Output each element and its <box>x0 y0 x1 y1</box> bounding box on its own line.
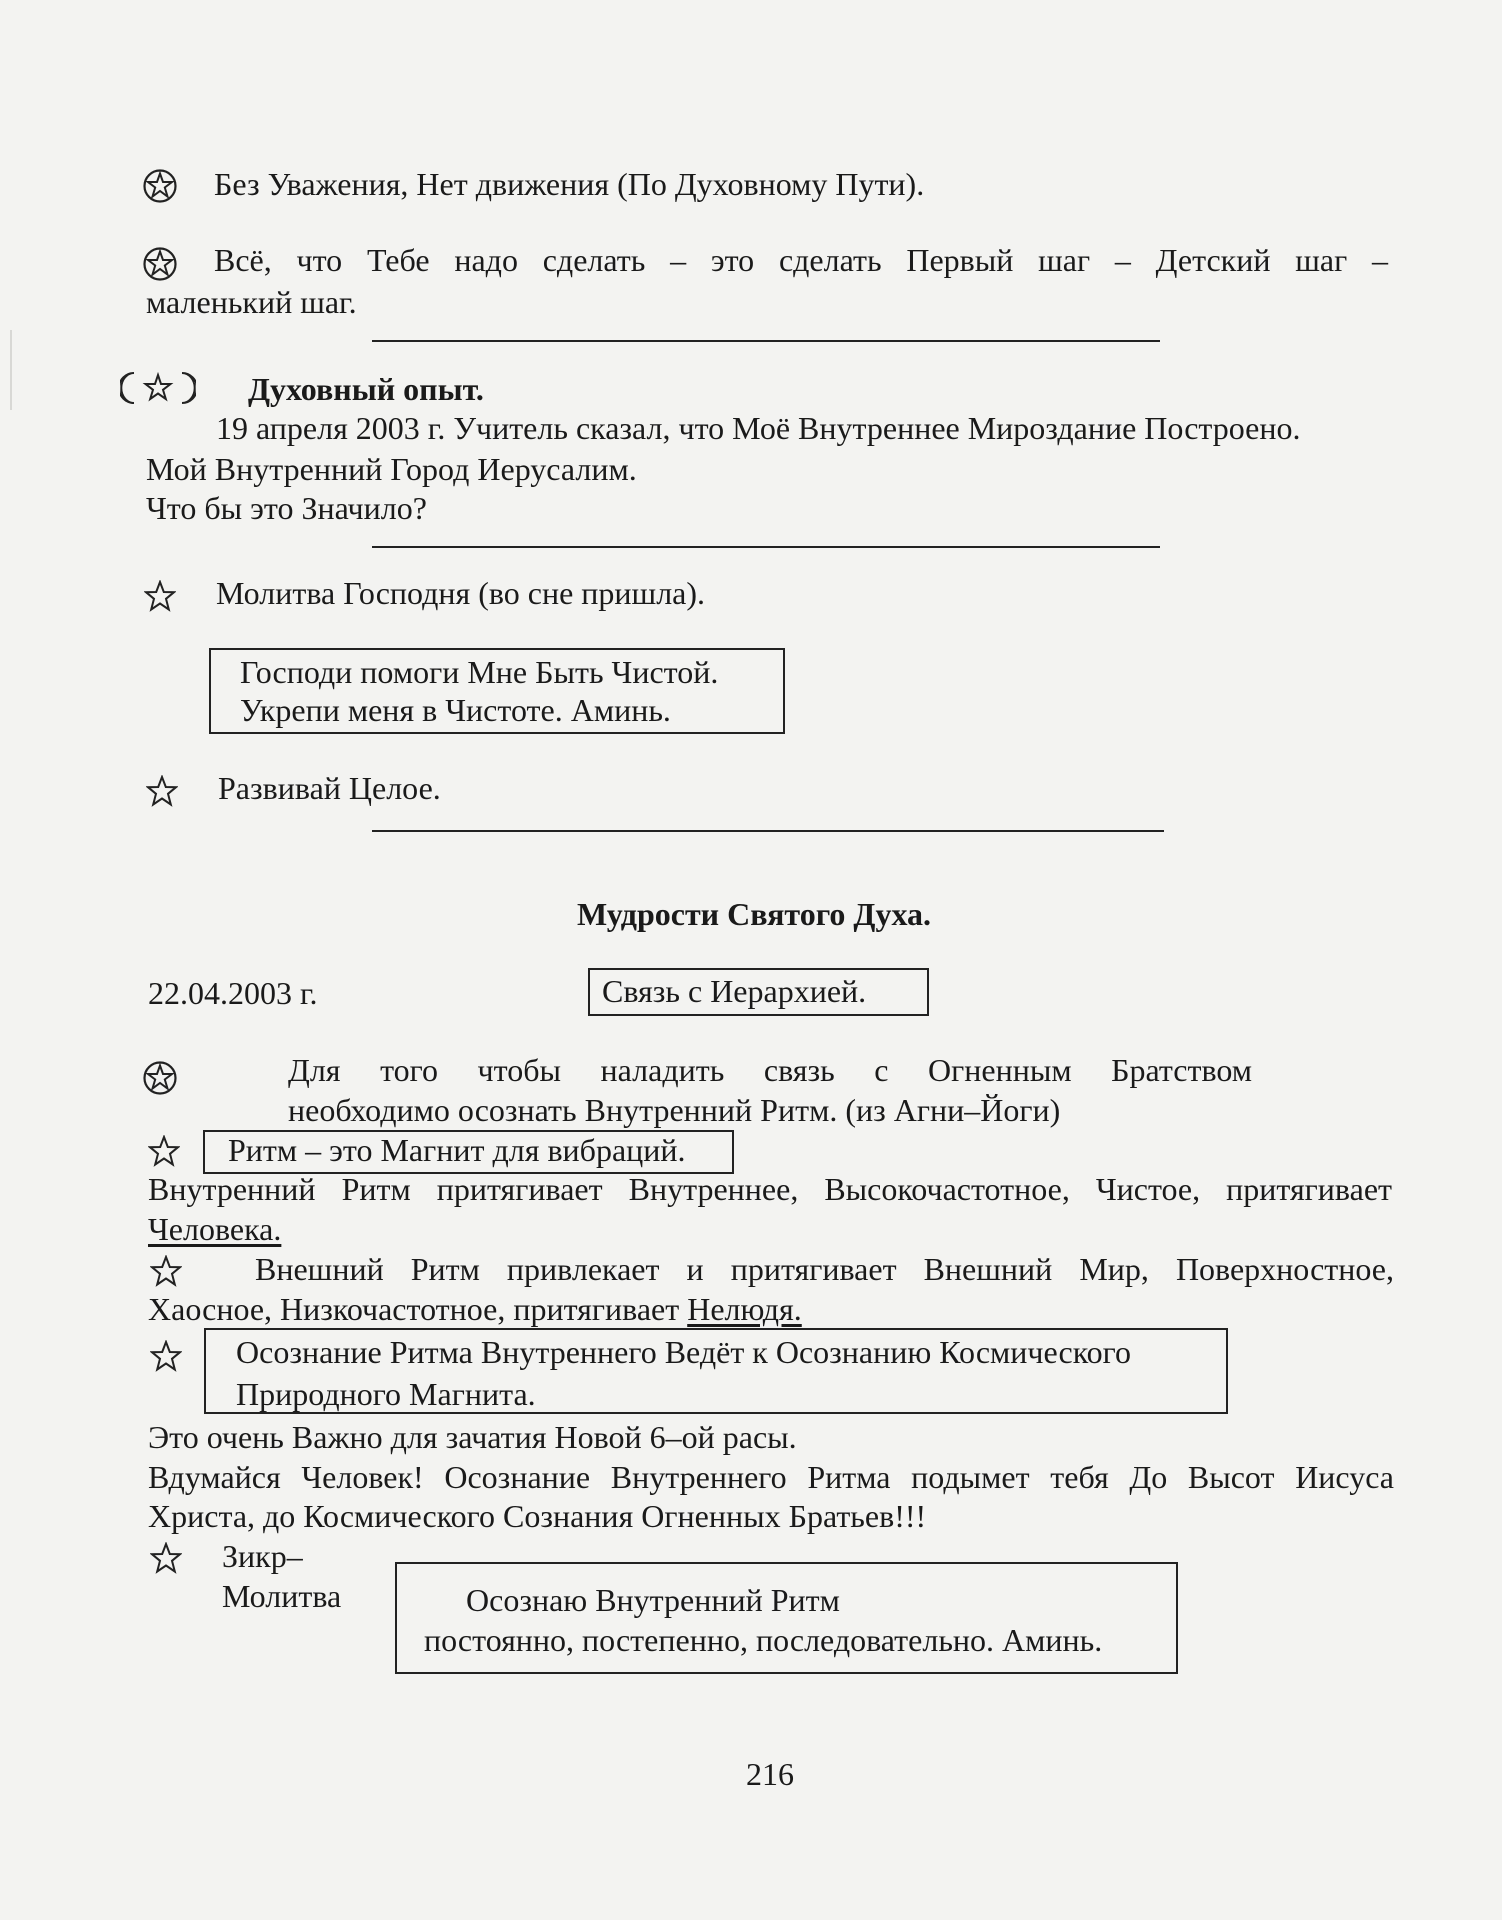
spiritual-experience-line3: Что бы это Значило? <box>146 490 427 526</box>
entry-respect: Без Уважения, Нет движения (По Духовному Пути). <box>214 166 925 202</box>
prayer-box-line2: Укрепи меня в Чистоте. Аминь. <box>240 692 671 728</box>
wisdom-date: 22.04.2003 г. <box>148 975 318 1011</box>
think-line1: Вдумайся Человек! Осознание Внутреннего Ритма подымет тебя До Высот Иисуса <box>148 1459 1394 1495</box>
outer-rhythm-line2 <box>148 1289 802 1329</box>
awareness-box-line2: Природного Магнита. <box>236 1376 536 1412</box>
circled-star-icon <box>142 168 178 204</box>
crescent-star-icon <box>120 370 196 406</box>
page-number: 216 <box>746 1756 794 1792</box>
star-outline-icon <box>150 1542 182 1574</box>
wisdom-topic: Связь с Иерархией. <box>602 973 867 1009</box>
wisdom-para1-line2: необходимо осознать Внутренний Ритм. (из Агни–Йоги) <box>288 1092 1061 1128</box>
awareness-box-line1: Осознание Ритма Внутреннего Ведёт к Осознанию Космического <box>236 1334 1131 1370</box>
important-line: Это очень Важно для зачатия Новой 6–ой расы. <box>148 1419 797 1455</box>
section-divider <box>372 340 1160 342</box>
spiritual-experience-heading: Духовный опыт. <box>248 371 484 407</box>
star-outline-icon <box>144 580 176 612</box>
think-line2: Христа, до Космического Сознания Огненных Братьев!!! <box>148 1498 927 1534</box>
outer-rhythm-line2-text: Хаосное, Низкочастотное, притягивает <box>148 1291 688 1327</box>
spiritual-experience-line2: Мой Внутренний Город Иерусалим. <box>146 451 637 487</box>
outer-rhythm-line1: Внешний Ритм привлекает и притягивает Внешний Мир, Поверхностное, <box>255 1251 1394 1287</box>
star-outline-icon <box>150 1255 182 1287</box>
scan-edge-mark <box>10 330 12 410</box>
outer-rhythm-non-human: Нелюдя. <box>687 1291 802 1327</box>
circled-star-icon <box>142 1060 178 1096</box>
entry-first-step-line1: Всё, что Тебе надо сделать – это сделать Первый шаг – Детский шаг – <box>214 242 1388 278</box>
section-divider <box>372 546 1160 548</box>
wisdom-para1-line1: Для того чтобы наладить связь с Огненным Братством <box>288 1052 1252 1088</box>
entry-first-step-line2: маленький шаг. <box>146 284 357 320</box>
zikr-box-line2: постоянно, постепенно, последовательно. Аминь. <box>424 1622 1103 1658</box>
zikr-label-line2: Молитва <box>222 1578 342 1614</box>
prayer-intro: Молитва Господня (во сне пришла). <box>216 575 706 611</box>
inner-rhythm-line2: Человека. <box>148 1211 282 1247</box>
section-divider <box>372 830 1164 832</box>
star-outline-icon <box>146 775 178 807</box>
prayer-box-line1: Господи помоги Мне Быть Чистой. <box>240 654 719 690</box>
rhythm-magnet: Ритм – это Магнит для вибраций. <box>228 1132 686 1168</box>
zikr-label-line1: Зикр– <box>222 1538 303 1574</box>
spiritual-experience-line1: 19 апреля 2003 г. Учитель сказал, что Моё Внутреннее Мироздание Построено. <box>216 410 1301 446</box>
zikr-box-line1: Осознаю Внутренний Ритм <box>466 1582 840 1618</box>
star-outline-icon <box>148 1135 180 1167</box>
inner-rhythm-line1: Внутренний Ритм притягивает Внутреннее, Высокочастотное, Чистое, притягивает <box>148 1171 1392 1207</box>
circled-star-icon <box>142 246 178 282</box>
wisdom-title: Мудрости Святого Духа. <box>577 896 932 932</box>
star-outline-icon <box>150 1340 182 1372</box>
develop-whole: Развивай Целое. <box>218 770 441 806</box>
